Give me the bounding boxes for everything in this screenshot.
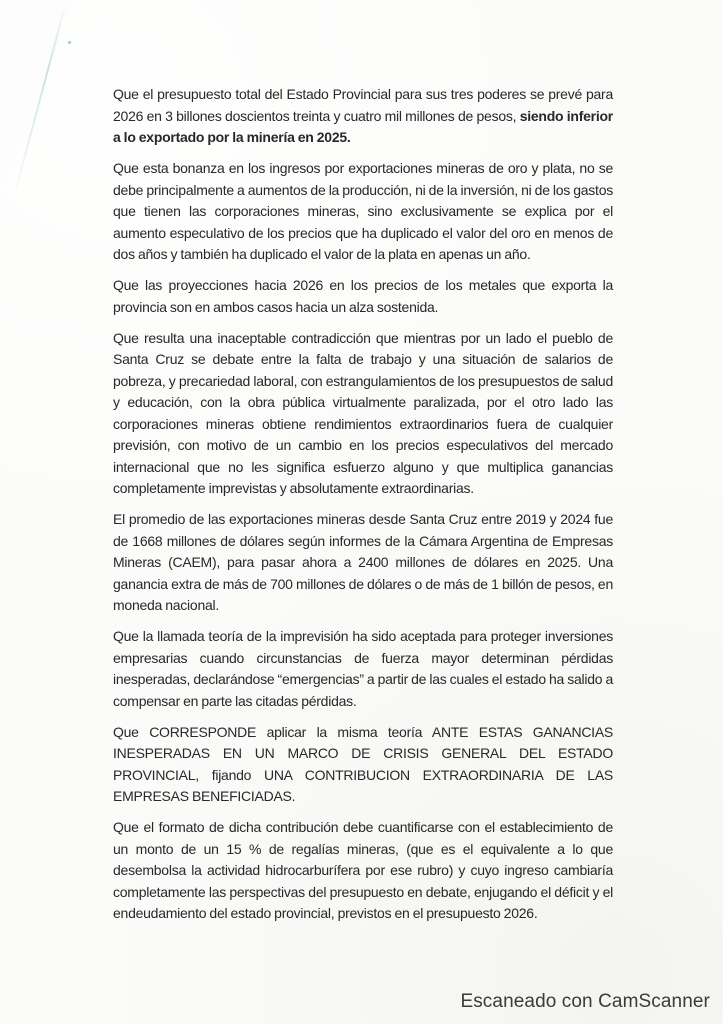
paragraph-text-segment: El promedio de las exportaciones mineras desde Santa Cruz entre 2019 y 2024 fue de 1668 millones de dólares según informes de la Cámara Argentina de Empresas Mineras (CAEM), para pasar ahora a 2400 millones de dólares en 2025. Una ganancia extra de más de 700 millones de dólares o de más de 1 billón de pesos, en moneda nacional. [113, 511, 613, 613]
scan-corner-artifact [0, 0, 74, 200]
paragraph-text-segment: Que el formato de dicha contribución debe cuantificarse con el establecimiento de un monto de un 15 % de regalías mineras, (que es el equivalente a lo que desembolsa la actividad hidrocarburífera por ese rubro) y cuyo ingreso cambiaría completamente las perspectivas del presupuesto en debate, enjugando el déficit y el endeudamiento del estado provincial, previstos en el presupuesto 2026. [113, 819, 613, 921]
scan-edge-dot-artifact [68, 41, 71, 44]
camscanner-watermark: Escaneado con CamScanner [460, 991, 710, 1012]
document-paragraph-7 [113, 722, 613, 808]
paragraph-bold-segment: siendo inferior a lo exportado por la minería en 2025. [113, 107, 613, 145]
document-paragraph-3 [113, 275, 613, 318]
document-body [113, 84, 613, 934]
document-paragraph-4 [113, 328, 613, 500]
paragraph-text-segment: Que la llamada teoría de la imprevisión ha sido aceptada para proteger inversiones empresarias cuando circunstancias de fuerza mayor determinan pérdidas inesperadas, declarándose “emergencias” a partir de las cuales el estado ha salido a compensar en parte las citadas pérdidas. [113, 628, 613, 709]
paragraph-text-segment: Que CORRESPONDE aplicar la misma teoría ANTE ESTAS GANANCIAS INESPERADAS EN UN MARCO DE CRISIS GENERAL DEL ESTADO PROVINCIAL, fijando UNA CONTRIBUCION EXTRAORDINARIA DE LAS EMPRESAS BENEFICIADAS. [113, 723, 613, 804]
scan-edge-line-artifact [15, 6, 66, 190]
document-paragraph-1 [113, 84, 613, 149]
paragraph-text-segment: Que resulta una inaceptable contradicción que mientras por un lado el pueblo de Santa Cruz se debate entre la falta de trabajo y una situación de salarios de pobreza, y precariedad laboral, con estrangulamientos de los presupuestos de salud y educación, con la obra pública virtualmente paralizada, por el otro lado las corporaciones mineras obtiene rendimientos extraordinarios fuera de cualquier previsión, con motivo de un cambio en los precios especulativos del mercado internacional que no les significa esfuerzo alguno y que multiplica ganancias completamente imprevistas y absolutamente extraordinarias. [113, 329, 613, 496]
document-paragraph-5 [113, 509, 613, 617]
document-paragraph-2 [113, 158, 613, 266]
document-paragraph-8 [113, 817, 613, 925]
document-paragraph-6 [113, 626, 613, 712]
paragraph-text-segment: Que el presupuesto total del Estado Provincial para sus tres poderes se prevé para 2026 en 3 billones doscientos treinta y cuatro mil millones de pesos, [113, 86, 613, 124]
paragraph-text-segment: Que las proyecciones hacia 2026 en los precios de los metales que exporta la provincia son en ambos casos hacia un alza sostenida. [113, 277, 613, 315]
paragraph-text-segment: Que esta bonanza en los ingresos por exportaciones mineras de oro y plata, no se debe principalmente a aumentos de la producción, ni de la inversión, ni de los gastos que tienen las corporaciones mineras, sino exclusivamente se explica por el aumento especulativo de los precios que ha duplicado el valor del oro en menos de dos años y también ha duplicado el valor de la plata en apenas un año. [113, 160, 613, 262]
